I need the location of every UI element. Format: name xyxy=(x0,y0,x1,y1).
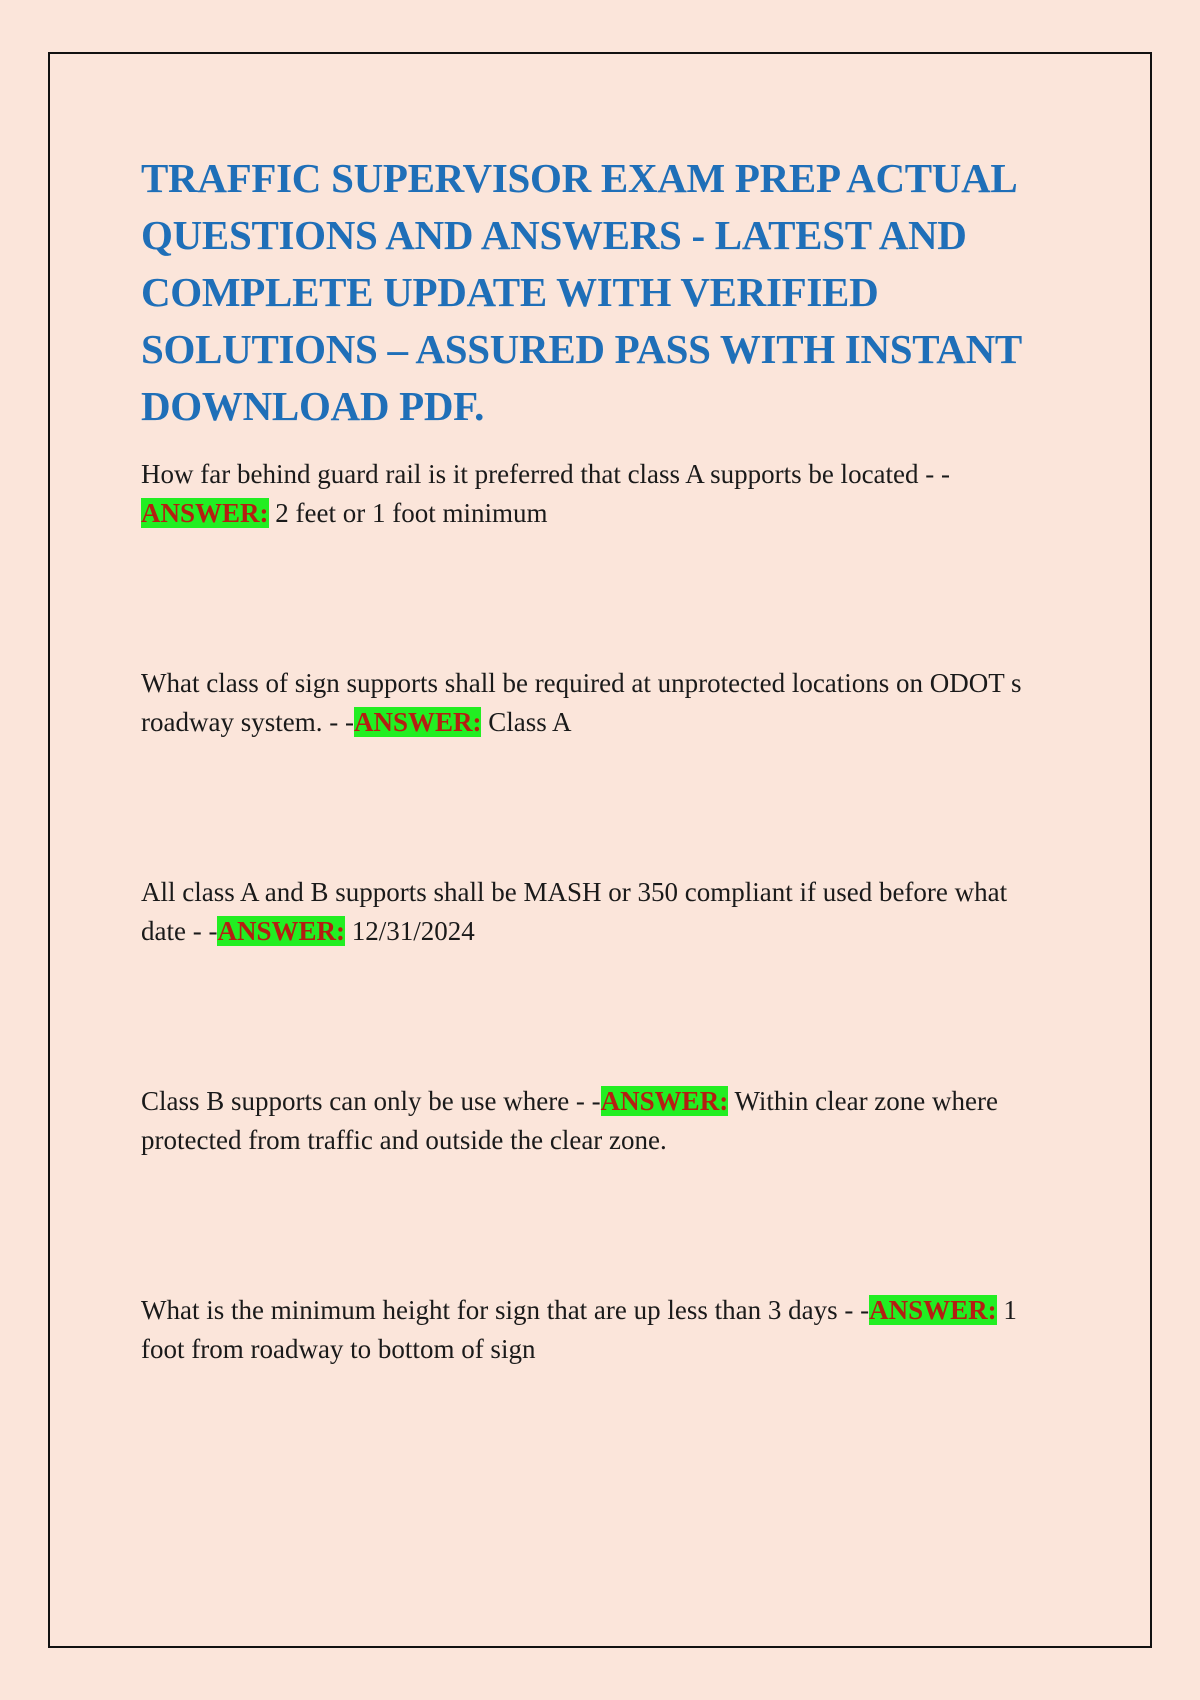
answer-text: 2 feet or 1 foot minimum xyxy=(275,498,548,528)
document-title: TRAFFIC SUPERVISOR EXAM PREP ACTUAL QUESTIONS AND ANSWERS - LATEST AND COMPLETE UPDATE WITH VERIFIED SOLUTIONS – ASSURED PASS WITH INSTANT DOWNLOAD PDF. xyxy=(141,155,1022,429)
answer-label: ANSWER: xyxy=(217,916,345,946)
answer-label: ANSWER: xyxy=(869,1295,997,1325)
answer-label: ANSWER: xyxy=(353,707,482,737)
question-text: What class of sign supports shall be required at unprotected locations on ODOT s roadway system. - - xyxy=(141,668,1022,737)
qa-item xyxy=(141,1291,1041,1369)
question-text: How far behind guard rail is it preferred that class A supports be located - - xyxy=(141,459,950,489)
question-text: All class A and B supports shall be MASH or 350 compliant if used before what date - - xyxy=(141,877,1008,946)
question-text: Class B supports can only be use where - - xyxy=(141,1086,601,1116)
answer-label: ANSWER: xyxy=(141,498,269,528)
answer-label: ANSWER: xyxy=(600,1086,729,1116)
answer-text: Within clear zone where protected from traffic and outside the clear zone. xyxy=(141,1086,998,1155)
answer-text: 12/31/2024 xyxy=(351,916,475,946)
answer-text: 1 foot from roadway to bottom of sign xyxy=(141,1295,1017,1364)
qa-item xyxy=(141,455,1041,533)
answer-text: Class A xyxy=(488,707,572,737)
qa-item xyxy=(141,664,1041,742)
qa-item xyxy=(141,1082,1041,1160)
document-content xyxy=(141,150,1041,1369)
qa-item xyxy=(141,873,1041,951)
question-text: What is the minimum height for sign that are up less than 3 days - - xyxy=(141,1295,870,1325)
